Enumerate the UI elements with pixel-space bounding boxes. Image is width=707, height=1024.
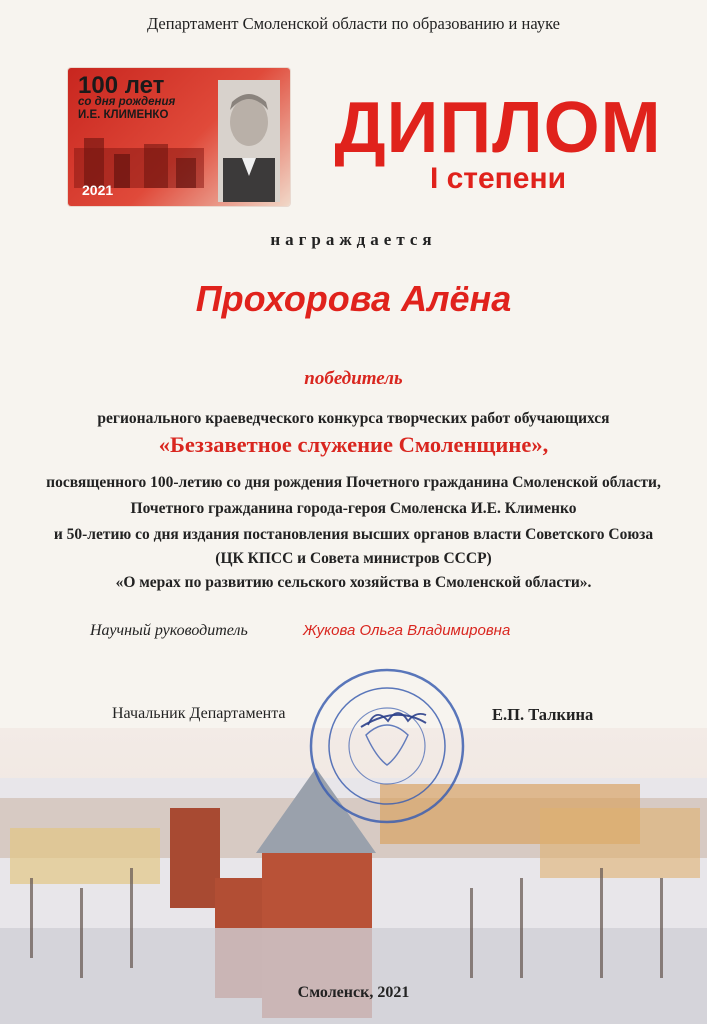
official-seal-icon [306, 665, 468, 827]
diploma-degree: I степени [429, 162, 567, 195]
building-silhouette-icon [74, 128, 204, 188]
anniversary-badge [68, 68, 290, 206]
badge-line1: 100 лет [78, 72, 165, 99]
status-label: победитель [304, 368, 403, 389]
badge-line2: со дня рождения [78, 96, 176, 108]
badge-line3: И.Е. КЛИМЕНКО [78, 109, 169, 121]
portrait-image [218, 80, 280, 202]
department-header: Департамент Смоленской области по образованию и науке [146, 14, 561, 33]
recipient-name: Прохорова Алёна [195, 278, 512, 319]
head-label: Начальник Департамента [112, 705, 286, 722]
supervisor-label: Научный руководитель [90, 622, 248, 639]
city-year: Смоленск, 2021 [297, 984, 410, 1001]
awarded-label: награждается [270, 230, 437, 249]
text-line-2: посвященного 100-летию со дня рождения Почетного гражданина Смоленской области, [46, 474, 661, 491]
contest-name: «Беззаветное служение Смоленщине», [158, 432, 549, 457]
badge-year: 2021 [82, 182, 114, 198]
head-name: Е.П. Талкина [492, 705, 594, 724]
text-line-6: «О мерах по развитию сельского хозяйства в Смоленской области». [115, 574, 592, 591]
text-line-4: и 50-летию со дня издания постановления высших органов власти Советского Союза [53, 526, 654, 543]
text-line-3: Почетного гражданина города-героя Смоленска И.Е. Клименко [130, 500, 577, 517]
text-line-1: регионального краеведческого конкурса творческих работ обучающихся [97, 410, 610, 427]
diploma-title: ДИПЛОМ [334, 88, 662, 168]
supervisor-name: Жукова Ольга Владимировна [303, 622, 511, 639]
text-line-5: (ЦК КПСС и Совета министров СССР) [215, 550, 492, 567]
